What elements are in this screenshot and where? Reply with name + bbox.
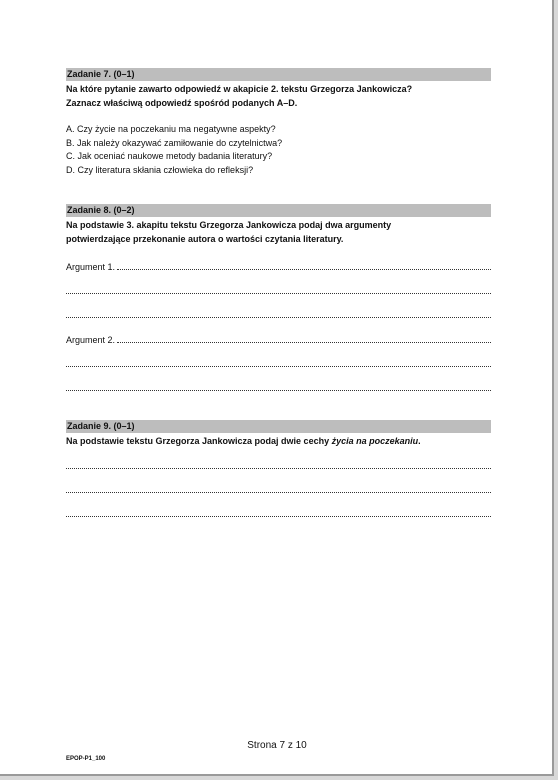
task-9-instruction-italic: życia na poczekaniu	[331, 436, 419, 446]
task-8	[66, 204, 491, 391]
task-9-header: Zadanie 9. (0–1)	[66, 420, 491, 433]
argument-1-row[interactable]	[66, 260, 491, 272]
task-9-answer-line-1[interactable]	[66, 468, 491, 469]
task-8-instruction-line-2: potwierdzające przekonanie autora o wartości czytania literatury.	[66, 234, 344, 244]
task-7-options	[66, 123, 491, 177]
argument-2-answer-line-2[interactable]	[66, 366, 491, 367]
argument-1-answer-line-2[interactable]	[66, 293, 491, 294]
task-9-answer-line-3[interactable]	[66, 516, 491, 517]
argument-2-row[interactable]	[66, 333, 491, 345]
task-9	[66, 420, 491, 517]
argument-2-label: Argument 2.	[66, 335, 116, 345]
task-9-answer-line-2[interactable]	[66, 492, 491, 493]
argument-1-label: Argument 1.	[66, 262, 116, 272]
task-8-instruction	[66, 218, 491, 246]
task-8-header: Zadanie 8. (0–2)	[66, 204, 491, 217]
option-b[interactable]: B. Jak należy okazywać zamiłowanie do czytelnictwa?	[66, 137, 283, 148]
argument-2-answer-line[interactable]	[117, 342, 491, 343]
task-7-instruction-line-1: Na które pytanie zawarto odpowiedź w akapicie 2. tekstu Grzegorza Jankowicza?	[66, 84, 413, 94]
argument-2-answer-line-3[interactable]	[66, 390, 491, 391]
task-8-instruction-line-1: Na podstawie 3. akapitu tekstu Grzegorza Jankowicza podaj dwa argumenty	[66, 220, 392, 230]
task-7	[66, 68, 491, 177]
task-7-header: Zadanie 7. (0–1)	[66, 68, 491, 81]
task-9-instruction-end: .	[418, 436, 421, 446]
option-d[interactable]: D. Czy literatura skłania człowieka do refleksji?	[66, 164, 254, 175]
task-7-instruction-line-2: Zaznacz właściwą odpowiedź spośród podanych A–D.	[66, 98, 298, 108]
exam-code: EPOP-P1_100	[66, 756, 106, 762]
page-number: Strona 7 z 10	[247, 740, 307, 751]
task-7-instruction	[66, 82, 491, 110]
task-9-instruction-text: Na podstawie tekstu Grzegorza Jankowicza podaj dwie cechy	[66, 436, 332, 446]
task-9-instruction	[66, 434, 491, 448]
option-a[interactable]: A. Czy życie na poczekaniu ma negatywne aspekty?	[66, 124, 276, 134]
argument-1-answer-line[interactable]	[117, 269, 491, 270]
argument-1-answer-line-3[interactable]	[66, 317, 491, 318]
option-c[interactable]: C. Jak oceniać naukowe metody badania literatury?	[66, 151, 273, 161]
